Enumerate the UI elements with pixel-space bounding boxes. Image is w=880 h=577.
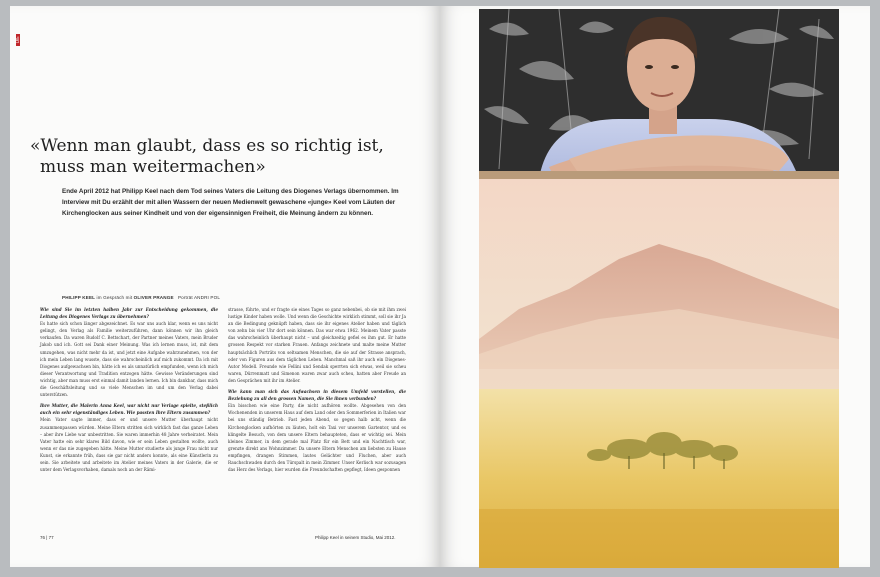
answer: Mein Vater sagte immer, dass er und unsere Mutter überhaupt nicht zusammenpassen würden. Meine Eltern stritten sich wirklich fast das ganze Leben – aber ihre Liebe war unbestritten. Sie waren immerhin 48 Jahre verheiratet. Mein Vater hatte ein sehr klares Bild davon, wie er sein Leben gestalten wollte, auch wenn er das nie zugegeben hätte. Meine Mutter studierte als junge Frau nicht nur Kunst, sie erkannte früh, dass sie gar nicht anders konnte, als eine Künstlerin zu sein. Sie arbeitete und arbeitete im Atelier meines Vaters in der Galerie, die er unter dem Verlagsvorhaben, damals noch an der Rämi- [40,417,218,473]
question: Ihre Mutter, die Malerin Anna Keel, war nicht nur Verlage spielte, steßlich auch ein sehr eigenständiges Leben. Wie passten Ihre Eltern zusammen? [40,403,218,416]
answer: Ein bisschen wie eine Party, die nicht aufhören wollte. Abgesehen von den Wochenenden in unserem Haus auf dem Land oder den Sommerferien in Italien war bei uns ständig Betrieb. Fast jeden Abend, so gegen halb acht, wenn die Kirchenglocken aufhörten zu läuten, holt ein Taxi vor unserem Gartentor, und es klingelte Besuch, von dem unsere Eltern behaupteten, dass er wichtig sei. Mein kleines Zimmer, in dem gerade mal Platz für ein Bett und ein Nachttisch war, grenzte direkt ans Wohnzimmer. Da unsere Eltern Menschen am liebsten zu Hause empfingen, drangen Stimmen, lautes Gelächter und Fluchen, aber auch Rauchschwaden durch den Türspalt in mein Zimmer. Unser Kerlisch war sozusagen das Herz des Verlags, hier wurden die Freundschaften gepflegt, Ideen gesponnen [228,403,406,473]
left-page [10,6,440,567]
byline-interviewer: OLIVER PRANGE [133,295,174,300]
byline-rest: im Gespräch mit [95,295,134,300]
answer: strasse, führte, und er fragte sie eines Tages so ganz nebenbei, ob sie mit ihm zwei lustige Kinder haben wolle. Und wenn die Geschichte wirklich stimmt, soll sie ihr Ja an die Bedingung geknüpft haben, dass sie ihr eigenes Atelier haben und täglich von zehn bis vier Uhr dort sein können. Das war etwa 1962. Meinem Vater passte das wahrscheinlich überhaupt nicht – und gleichzeitig gefiel es ihm gut. Er hatte grossen Respekt vor starken Frauen. Anfangs zeichnete und malte meine Mutter hauptsächlich Porträts von seltsamen Menschen, die sie auf der Strasse ansprach, oder von Figuren aus dem täglichen Leben. Manchmal saß ihr auch ein Diogenes-Autor Modell. Freunde wie Fellini und Sendak sperrten sich etwas, weil sie scheu waren, Dürrenmatt und Simenon waren zwar auch scheu, hatten aber Freude an den Gesprächen mit ihr im Atelier. [228,307,406,383]
section-mark: DIE [16,34,20,46]
byline-photo-credit: Porträt ANDRI POL [177,295,221,300]
photo-caption: Philipp Keel in seinem Studio, Mai 2012. [315,535,396,540]
byline-name: PHILIPP KEEL [62,295,96,300]
byline [62,295,412,300]
headline-line-1: «Wenn man glaubt, dass es so richtig ist, [30,136,384,156]
text-column-2 [228,306,406,477]
question: Wie sind Sie im letzten halben Jahr zur Entscheidung gekommen, die Leitung des Diogenes Verlags zu übernehmen? [40,307,218,320]
page-numbers: 76 | 77 [40,535,54,540]
article-intro: Ende April 2012 hat Philipp Keel nach dem Tod seines Vaters die Leitung des Diogenes Verlags übernommen. Im Interview mit Du erzählt der mit allen Wassern der neuen Medienwelt gewaschene «junge» Keel vom Läuten der Kirchenglocken aus seiner Kindheit und von der eigensinnigen Freiheit, die Meinung ändern zu können. [62,188,399,217]
question: Wie kann man sich das Aufwachsen in diesem Umfeld vorstellen, die Beziehung zu all den grossen Namen, die Sie ihnen verbunden? [228,389,406,402]
portrait-illustration [479,9,839,568]
answer: Es hatte sich schon länger abgezeichnet. Es war uns auch klar, wenn es uns nicht gelingt, den Verlag als Familie weiterzuführen, dann können wir ihn gleich verkaufen. Da waren Rudolf C. Bettschart, der Partner meines Vaters, mein Bruder Jakob und ich. Gott sei Dank einer Meinung. Was ich lernen muss, ist, mit dem umzugehen, was nicht mehr da ist, und jetzt eine Aufgabe wahrzunehmen, von der ich mein Leben lang wusste, dass sie wahrscheinlich auf mich zukommt. Da ich mit Diogenes aufgewachsen bin, hätte ich es als unnatürlich empfunden, wenn ich mich dieser Verantwortung und Tradition entzogen hätte. Gewisse Veränderungen sind wichtig, aber man muss erst einmal damit landen lernen. Ich bin dankbar, dass mich die Geschäftsleitung und so viele Menschen im und um den Verlag dabei unterstützen. [40,321,218,398]
portrait-photo [479,9,839,568]
text-column-1 [40,306,218,477]
headline-line-2: muss man weitermachen» [40,157,266,177]
article-headline [30,136,410,178]
